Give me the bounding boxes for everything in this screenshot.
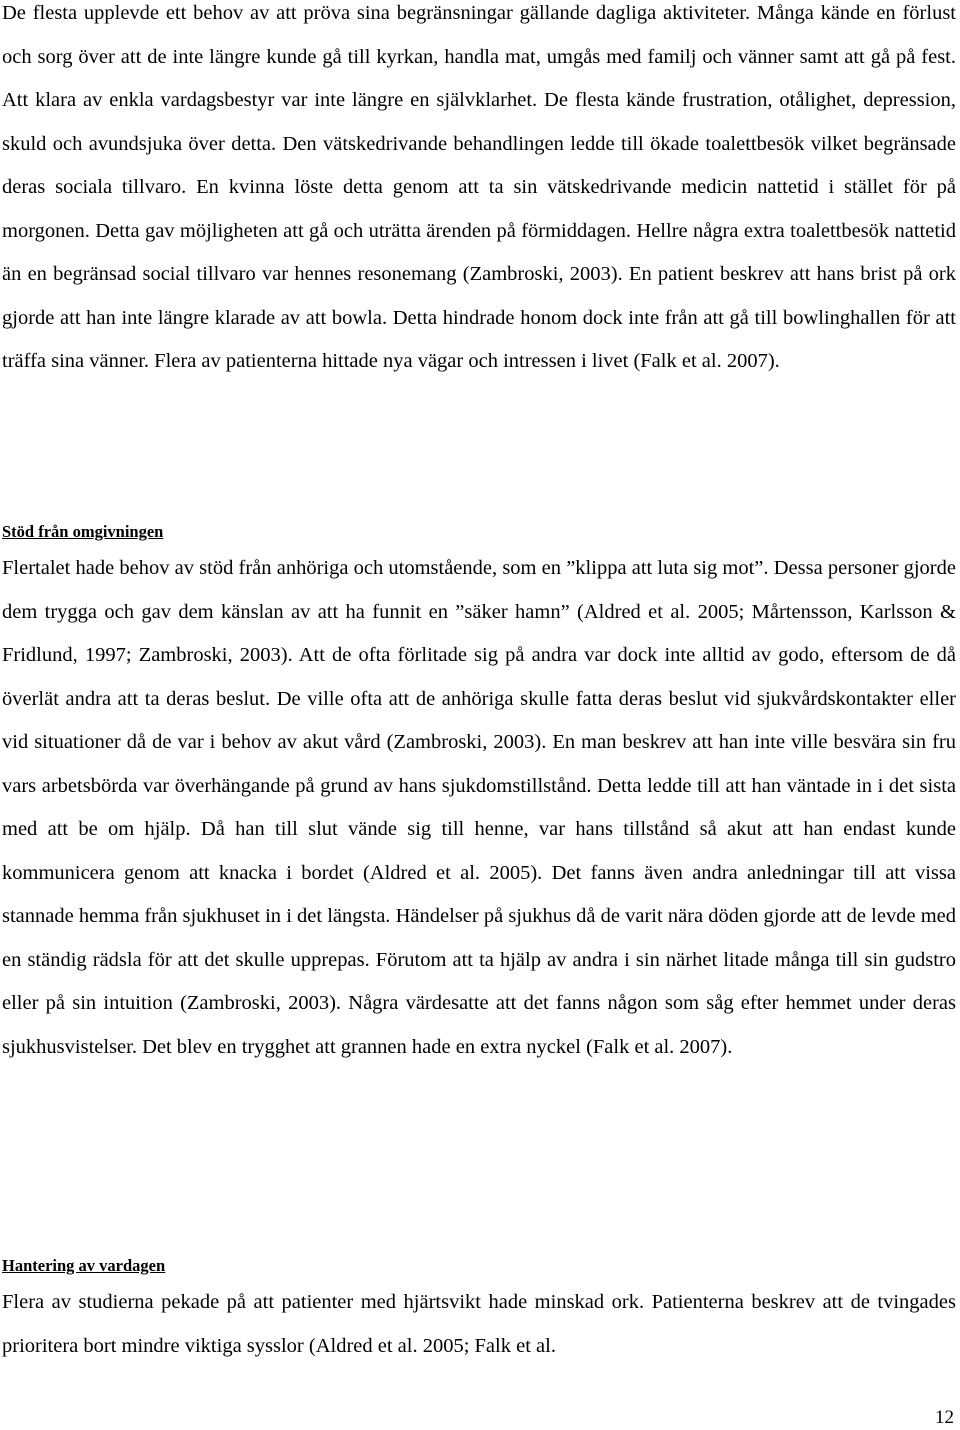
section-heading-support: Stöd från omgivningen <box>2 522 164 541</box>
body-paragraph-support: Flertalet hade behov av stöd från anhöriga och utomstående, som en ”klippa att luta sig mot”. Dessa personer gjorde dem trygga och gav dem känslan av att ha funnit en ”säker hamn” (Aldred et al. 2005; Mårtensson, Karlsson & Fridlund, 1997; Zambroski, 2003). Att de ofta förlitade sig på andra var dock inte alltid av godo, eftersom de då överlät andra att ta deras beslut. De ville ofta att de anhöriga skulle fatta deras beslut vid sjukvårdskontakter eller vid situationer då de var i behov av akut vård (Zambroski, 2003). En man beskrev att han inte ville besvära sin fru vars arbetsbörda var överhängande på grund av hans sjukdomstillstånd. Detta ledde till att han väntade in i det sista med att be om hjälp. Då han till slut vände sig till henne, var hans tillstånd så akut att han endast kunde kommunicera genom att knacka i bordet (Aldred et al. 2005). Det fanns även andra anledningar till att vissa stannade hemma från sjukhuset in i det längsta. Händelser på sjukhus då de varit nära döden gjorde att de levde med en ständig rädsla för att det skulle upprepas. Förutom att ta hjälp av andra i sin närhet litade många till sin gudstro eller på sin intuition (Zambroski, 2003). Några värdesatte att det fanns någon som såg efter hemmet under deras sjukhusvistelser. Det blev en trygghet att grannen hade en extra nyckel (Falk et al. 2007). <box>2 557 956 1058</box>
body-paragraph-everyday-handling: Flera av studierna pekade på att patienter med hjärtsvikt hade minskad ork. Patienterna beskrev att de tvingades prioritera bort mindre viktiga sysslor (Aldred et al. 2005; Falk et al. <box>2 1291 956 1357</box>
body-paragraph-daily-activities: De flesta upplevde ett behov av att pröva sina begränsningar gällande dagliga aktiviteter. Många kände en förlust och sorg över att de inte längre kunde gå till kyrkan, handla mat, umgås med familj och vänner samt att gå på fest. Att klara av enkla vardagsbestyr var inte längre en självklarhet. De flesta kände frustration, otålighet, depression, skuld och avundsjuka över detta. Den vätskedrivande behandlingen ledde till ökade toalettbesök vilket begränsade deras sociala tillvaro. En kvinna löste detta genom att ta sin vätskedrivande medicin nattetid i stället för på morgonen. Detta gav möjligheten att gå och uträtta ärenden på förmiddagen. Hellre några extra toalettbesök nattetid än en begränsad social tillvaro var hennes resonemang (Zambroski, 2003). En patient beskrev att hans brist på ork gjorde att han inte längre klarade av att bowla. Detta hindrade honom dock inte från att gå till bowlinghallen för att träffa sina vänner. Flera av patienterna hittade nya vägar och intressen i livet (Falk et al. 2007). <box>2 2 956 372</box>
section-heading-everyday-handling: Hantering av vardagen <box>2 1256 166 1275</box>
page-number: 12 <box>935 1407 954 1428</box>
